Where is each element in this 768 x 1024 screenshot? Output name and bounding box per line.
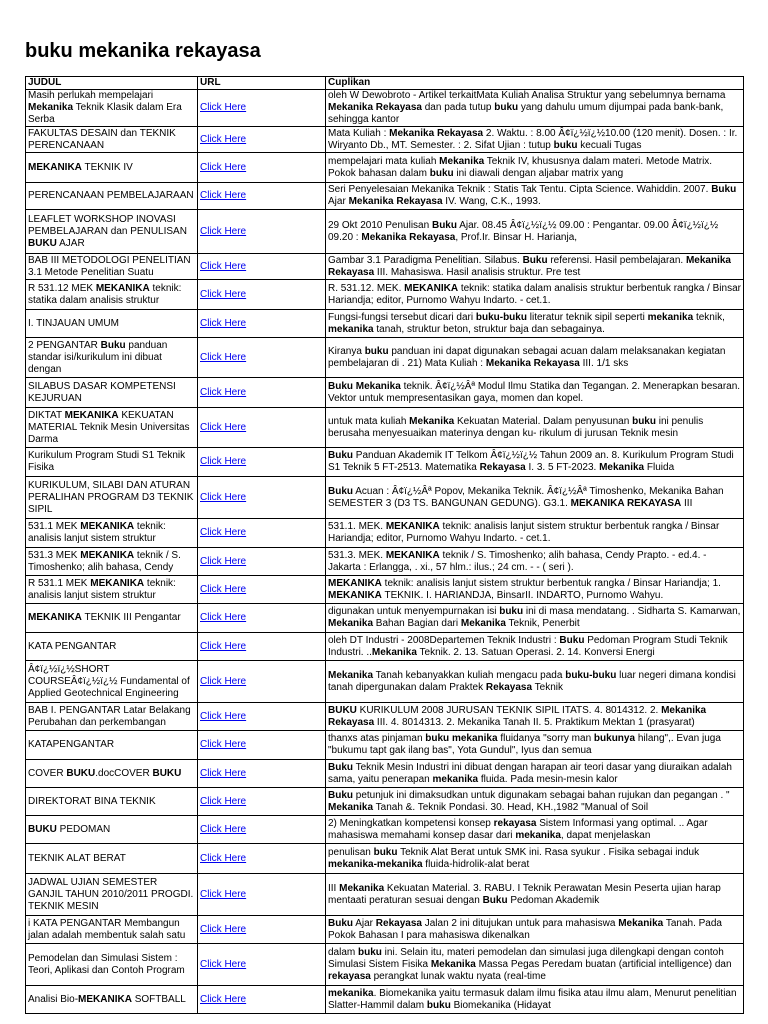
click-here-link[interactable]: Click Here [200,710,247,722]
cell-url [198,548,326,576]
table-row [26,788,744,816]
table-row [26,338,744,378]
cell-judul: BUKU PEDOMAN [26,816,198,844]
cell-url [198,477,326,519]
table-row [26,378,744,408]
cell-cuplikan: 531.3. MEK. MEKANIKA teknik / S. Timoshenko; alih bahasa, Cendy Prapto. - ed.4. - Jakarta : Erlangga, . xi., 57 hlm.: ilus.; 24 cm. - - ( seri ). [326,548,744,576]
cell-cuplikan: oleh DT Industri - 2008Departemen Teknik Industri : Buku Pedoman Program Studi Teknik Industri. ..Mekanika Teknik. 2. 13. Satuan Operasi. 2. 14. Konversi Energi [326,633,744,661]
cell-judul: COVER BUKU.docCOVER BUKU [26,760,198,788]
cell-judul: DIKTAT MEKANIKA KEKUATAN MATERIAL Teknik Mesin Universitas Darma [26,408,198,448]
cell-cuplikan: 531.1. MEK. MEKANIKA teknik: analisis lanjut sistem struktur berbentuk rangka / Binsar Hariandja; editor, Purnomo Wahyu Indarto. - cet.1. [326,519,744,548]
cell-cuplikan: untuk mata kuliah Mekanika Kekuatan Material. Dalam penyusunan buku ini penulis berusaha menyesuaikan materinya dengan ku- rikulum di jurusan Teknik mesin [326,408,744,448]
cell-cuplikan: Buku Mekanika teknik. Â¢ï¿½Âª Modul Ilmu Statika dan Tegangan. 2. Menerapkan besaran. Vektor untuk mempresentasikan gaya, momen dan kopel. [326,378,744,408]
table-row [26,760,744,788]
click-here-link[interactable]: Click Here [200,993,247,1005]
table-row [26,731,744,760]
table-row [26,844,744,874]
table-row [26,661,744,703]
cell-url [198,210,326,254]
cell-url [198,378,326,408]
table-row [26,944,744,986]
table-row [26,254,744,280]
cell-cuplikan: penulisan buku Teknik Alat Berat untuk SMK ini. Rasa syukur . Fisika sebagai induk mekanika-mekanika fluida-hidrolik-alat berat [326,844,744,874]
cell-url [198,153,326,183]
cell-cuplikan: dalam buku ini. Selain itu, materi pemodelan dan simulasi juga dilengkapi dengan contoh Simulasi Sistem Fisika Mekanika Massa Pegas Peredam buatan (artificial intelligence) dan rekayasa perangkat lunak waktu nyata (real-time [326,944,744,986]
click-here-link[interactable]: Click Here [200,555,247,567]
cell-judul: MEKANIKA TEKNIK IV [26,153,198,183]
cell-url [198,874,326,916]
cell-url [198,916,326,944]
cell-cuplikan: Buku petunjuk ini dimaksudkan untuk digunakam sebagai bahan rujukan dan pegangan . " Mekanika Tanah &. Teknik Pondasi. 30. Head, KH.,1982 "Manual of Soil [326,788,744,816]
header-url: URL [198,77,326,90]
cell-judul: BAB III METODOLOGI PENELITIAN 3.1 Metode Penelitian Suatu [26,254,198,280]
cell-url [198,127,326,153]
cell-url [198,760,326,788]
cell-url [198,576,326,604]
table-row [26,703,744,731]
click-here-link[interactable]: Click Here [200,767,247,779]
cell-judul: Kurikulum Program Studi S1 Teknik Fisika [26,448,198,477]
table-row [26,548,744,576]
table-row [26,633,744,661]
table-row [26,874,744,916]
table-row [26,986,744,1014]
cell-cuplikan: oleh W Dewobroto - Artikel terkaitMata Kuliah Analisa Struktur yang sebelumnya bernama Mekanika Rekayasa dan pada tutup buku yang dahulu umum dijumpai pada bank-bank, sehingga kantor [326,90,744,127]
cell-cuplikan: Fungsi-fungsi tersebut dicari dari buku-buku literatur teknik sipil seperti mekanika teknik, mekanika tanah, struktur beton, struktur baja dan sebagainya. [326,310,744,338]
cell-judul: JADWAL UJIAN SEMESTER GANJIL TAHUN 2010/2011 PROGDI. TEKNIK MESIN [26,874,198,916]
click-here-link[interactable]: Click Here [200,675,247,687]
cell-cuplikan: BUKU KURIKULUM 2008 JURUSAN TEKNIK SIPIL ITATS. 4. 8014312. 2. Mekanika Rekayasa III. 4. 8014313. 2. Mekanika Tanah II. 5. Praktikum Mektan 1 (prasyarat) [326,703,744,731]
table-row [26,127,744,153]
cell-url [198,408,326,448]
cell-cuplikan: mempelajari mata kuliah Mekanika Teknik IV, khususnya dalam materi. Metode Matrix. Pokok bahasan dalam buku ini diawali dengan aljabar matrix yang [326,153,744,183]
cell-cuplikan: mekanika. Biomekanika yaitu termasuk dalam ilmu fisika atau ilmu alam, Menurut penelitian Slatter-Hammil dalam buku Biomekanika (Hidayat [326,986,744,1014]
table-row [26,576,744,604]
click-here-link[interactable]: Click Here [200,260,247,272]
cell-judul: Â¢ï¿½ï¿½SHORT COURSEÂ¢ï¿½ï¿½ Fundamental of Applied Geotechnical Engineering [26,661,198,703]
click-here-link[interactable]: Click Here [200,317,247,329]
click-here-link[interactable]: Click Here [200,161,247,173]
cell-url [198,944,326,986]
table-row [26,604,744,633]
cell-cuplikan: Kiranya buku panduan ini dapat digunakan sebagai acuan dalam melaksanakan kegiatan pembelajaran di . 21) Mata Kuliah : Mekanika Rekayasa III. 1/1 sks [326,338,744,378]
cell-cuplikan: digunakan untuk menyempurnakan isi buku ini di masa mendatang. . Sidharta S. Kamarwan, Mekanika Bahan Bagian dari Mekanika Teknik, Penerbit [326,604,744,633]
cell-judul: FAKULTAS DESAIN dan TEKNIK PERENCANAAN [26,127,198,153]
cell-url [198,183,326,210]
cell-cuplikan: MEKANIKA teknik: analisis lanjut sistem struktur berbentuk rangka / Binsar Hariandja; 1. MEKANIKA TEKNIK. I. HARIANDJA, BinsarII. INDARTO, Purnomo Wahyu. [326,576,744,604]
table-header-row [26,77,744,90]
cell-url [198,254,326,280]
table-row [26,310,744,338]
cell-judul: 2 PENGANTAR Buku panduan standar isi/kurikulum ini dibuat dengan [26,338,198,378]
click-here-link[interactable]: Click Here [200,739,247,750]
cell-url [198,986,326,1014]
click-here-link[interactable]: Click Here [200,527,247,538]
page-title: buku mekanika rekayasa [25,40,261,62]
cell-cuplikan: Mata Kuliah : Mekanika Rekayasa 2. Waktu. : 8.00 Â¢ï¿½ï¿½10.00 (120 menit). Dosen. : Ir. Wiryanto Db., MT. Semester. : 2. Sifat Ujian : tutup buku kecuali Tugas [326,127,744,153]
cell-judul: SILABUS DASAR KOMPETENSI KEJURUAN [26,378,198,408]
click-here-link[interactable]: Click Here [200,888,247,900]
table-row [26,183,744,210]
click-here-link[interactable]: Click Here [200,421,247,433]
table-body [26,90,744,1014]
header-judul: JUDUL [26,77,198,90]
cell-url [198,844,326,874]
cell-url [198,731,326,760]
cell-cuplikan: Buku Teknik Mesin Industri ini dibuat dengan harapan air teori dasar yang diuraikan adalah sama, yaitu penerapan mekanika fluida. Pada mesin-mesin kalor [326,760,744,788]
table-row [26,90,744,127]
cell-judul: R 531.12 MEK MEKANIKA teknik: statika dalam analisis struktur [26,280,198,310]
cell-cuplikan: Seri Penyelesaian Mekanika Teknik : Statis Tak Tentu. Cipta Science. Wahiddin. 2007. Buku Ajar Mekanika Rekayasa IV. Wang, C.K., 1993. [326,183,744,210]
table-row [26,448,744,477]
cell-judul: R 531.1 MEK MEKANIKA teknik: analisis lanjut sistem struktur [26,576,198,604]
click-here-link[interactable]: Click Here [200,491,247,503]
click-here-link[interactable]: Click Here [200,225,247,237]
cell-judul: I. TINJAUAN UMUM [26,310,198,338]
table-row [26,210,744,254]
header-cuplikan: Cuplikan [326,77,744,90]
table-row [26,408,744,448]
table-row [26,816,744,844]
table-row [26,280,744,310]
results-table [25,76,744,1014]
cell-cuplikan: thanxs atas pinjaman buku mekanika fluidanya "sorry man bukunya hilang",. Evan juga "bukumu tapt gak ilang bas", Yota Gundul", Iyus dan semua [326,731,744,760]
cell-judul: MEKANIKA TEKNIK III Pengantar [26,604,198,633]
cell-cuplikan: III Mekanika Kekuatan Material. 3. RABU. I Teknik Perawatan Mesin Peserta ujian harap mentaati peraturan sesuai dengan Buku Pedoman Akademik [326,874,744,916]
cell-cuplikan: Buku Acuan : Â¢ï¿½Âª Popov, Mekanika Teknik. Â¢ï¿½Âª Timoshenko, Mekanika Bahan SEMESTER 3 (D3 TS. BANGUNAN GEDUNG). G3.1. MEKANIKA REKAYASA III [326,477,744,519]
cell-url [198,604,326,633]
cell-url [198,519,326,548]
cell-cuplikan: 29 Okt 2010 Penulisan Buku Ajar. 08.45 Â¢ï¿½ï¿½ 09.00 : Pengantar. 09.00 Â¢ï¿½ï¿½ 09.20 : Mekanika Rekayasa, Prof.Ir. Binsar H. Harianja, [326,210,744,254]
click-here-link[interactable]: Click Here [200,386,247,398]
click-here-link[interactable]: Click Here [200,823,247,835]
cell-judul: KURIKULUM, SILABI DAN ATURAN PERALIHAN PROGRAM D3 TEKNIK SIPIL [26,477,198,519]
cell-cuplikan: 2) Meningkatkan kompetensi konsep rekayasa Sistem Informasi yang optimal. .. Agar mahasiswa memahami konsep dasar dari mekanika, dapat menjelaskan [326,816,744,844]
cell-url [198,448,326,477]
click-here-link[interactable]: Click Here [200,456,247,467]
cell-judul: Pemodelan dan Simulasi Sistem : Teori, Aplikasi dan Contoh Program [26,944,198,986]
cell-judul: PERENCANAAN PEMBELAJARAAN [26,183,198,210]
click-here-link[interactable]: Click Here [200,923,247,935]
cell-url [198,310,326,338]
cell-cuplikan: Buku Ajar Rekayasa Jalan 2 ini ditujukan untuk para mahasiswa Mekanika Tanah. Pada Pokok Bahasan I para mahasiswa dikenalkan [326,916,744,944]
table-row [26,916,744,944]
cell-url [198,788,326,816]
click-here-link[interactable]: Click Here [200,640,247,652]
click-here-link[interactable]: Click Here [200,852,247,864]
click-here-link[interactable]: Click Here [200,795,247,807]
cell-cuplikan: R. 531.12. MEK. MEKANIKA teknik: statika dalam analisis struktur berbentuk rangka / Binsar Hariandja; editor, Purnomo Wahyu Indarto. - cet.1. [326,280,744,310]
cell-judul: Masih perlukah mempelajari Mekanika Teknik Klasik dalam Era Serba [26,90,198,127]
table-row [26,477,744,519]
cell-judul: 531.3 MEK MEKANIKA teknik / S. Timoshenko; alih bahasa, Cendy [26,548,198,576]
cell-url [198,280,326,310]
cell-judul: KATAPENGANTAR [26,731,198,760]
cell-judul: LEAFLET WORKSHOP INOVASI PEMBELAJARAN dan PENULISAN BUKU AJAR [26,210,198,254]
cell-judul: 531.1 MEK MEKANIKA teknik: analisis lanjut sistem struktur [26,519,198,548]
cell-judul: Analisi Bio-MEKANIKA SOFTBALL [26,986,198,1014]
cell-url [198,633,326,661]
cell-url [198,90,326,127]
cell-judul: TEKNIK ALAT BERAT [26,844,198,874]
cell-cuplikan: Mekanika Tanah kebanyakkan kuliah mengacu pada buku-buku luar negeri dimana kondisi tanah dipergunakan dalam Praktek Rekayasa Teknik [326,661,744,703]
cell-judul: BAB I. PENGANTAR Latar Belakang Perubahan dan perkembangan [26,703,198,731]
click-here-link[interactable]: Click Here [200,958,247,970]
cell-judul: KATA PENGANTAR [26,633,198,661]
cell-judul: i KATA PENGANTAR Membangun jalan adalah membentuk salah satu [26,916,198,944]
cell-cuplikan: Buku Panduan Akademik IT Telkom Â¢ï¿½ï¿½ Tahun 2009 an. 8. Kurikulum Program Studi S1 Teknik 5 FT-2513. Matematika Rekayasa I. 3. 5 FT-2023. Mekanika Fluida [326,448,744,477]
cell-url [198,703,326,731]
cell-url [198,338,326,378]
click-here-link[interactable]: Click Here [200,583,247,595]
click-here-link[interactable]: Click Here [200,133,247,145]
cell-judul: DIREKTORAT BINA TEKNIK [26,788,198,816]
click-here-link[interactable]: Click Here [200,102,247,113]
click-here-link[interactable]: Click Here [200,288,247,300]
cell-cuplikan: Gambar 3.1 Paradigma Penelitian. Silabus. Buku referensi. Hasil pembelajaran. Mekanika Rekayasa III. Mahasiswa. Hasil analisis struktur. Pre test [326,254,744,280]
cell-url [198,816,326,844]
cell-url [198,661,326,703]
table-row [26,519,744,548]
click-here-link[interactable]: Click Here [200,190,247,201]
click-here-link[interactable]: Click Here [200,612,247,623]
click-here-link[interactable]: Click Here [200,351,247,363]
table-row [26,153,744,183]
